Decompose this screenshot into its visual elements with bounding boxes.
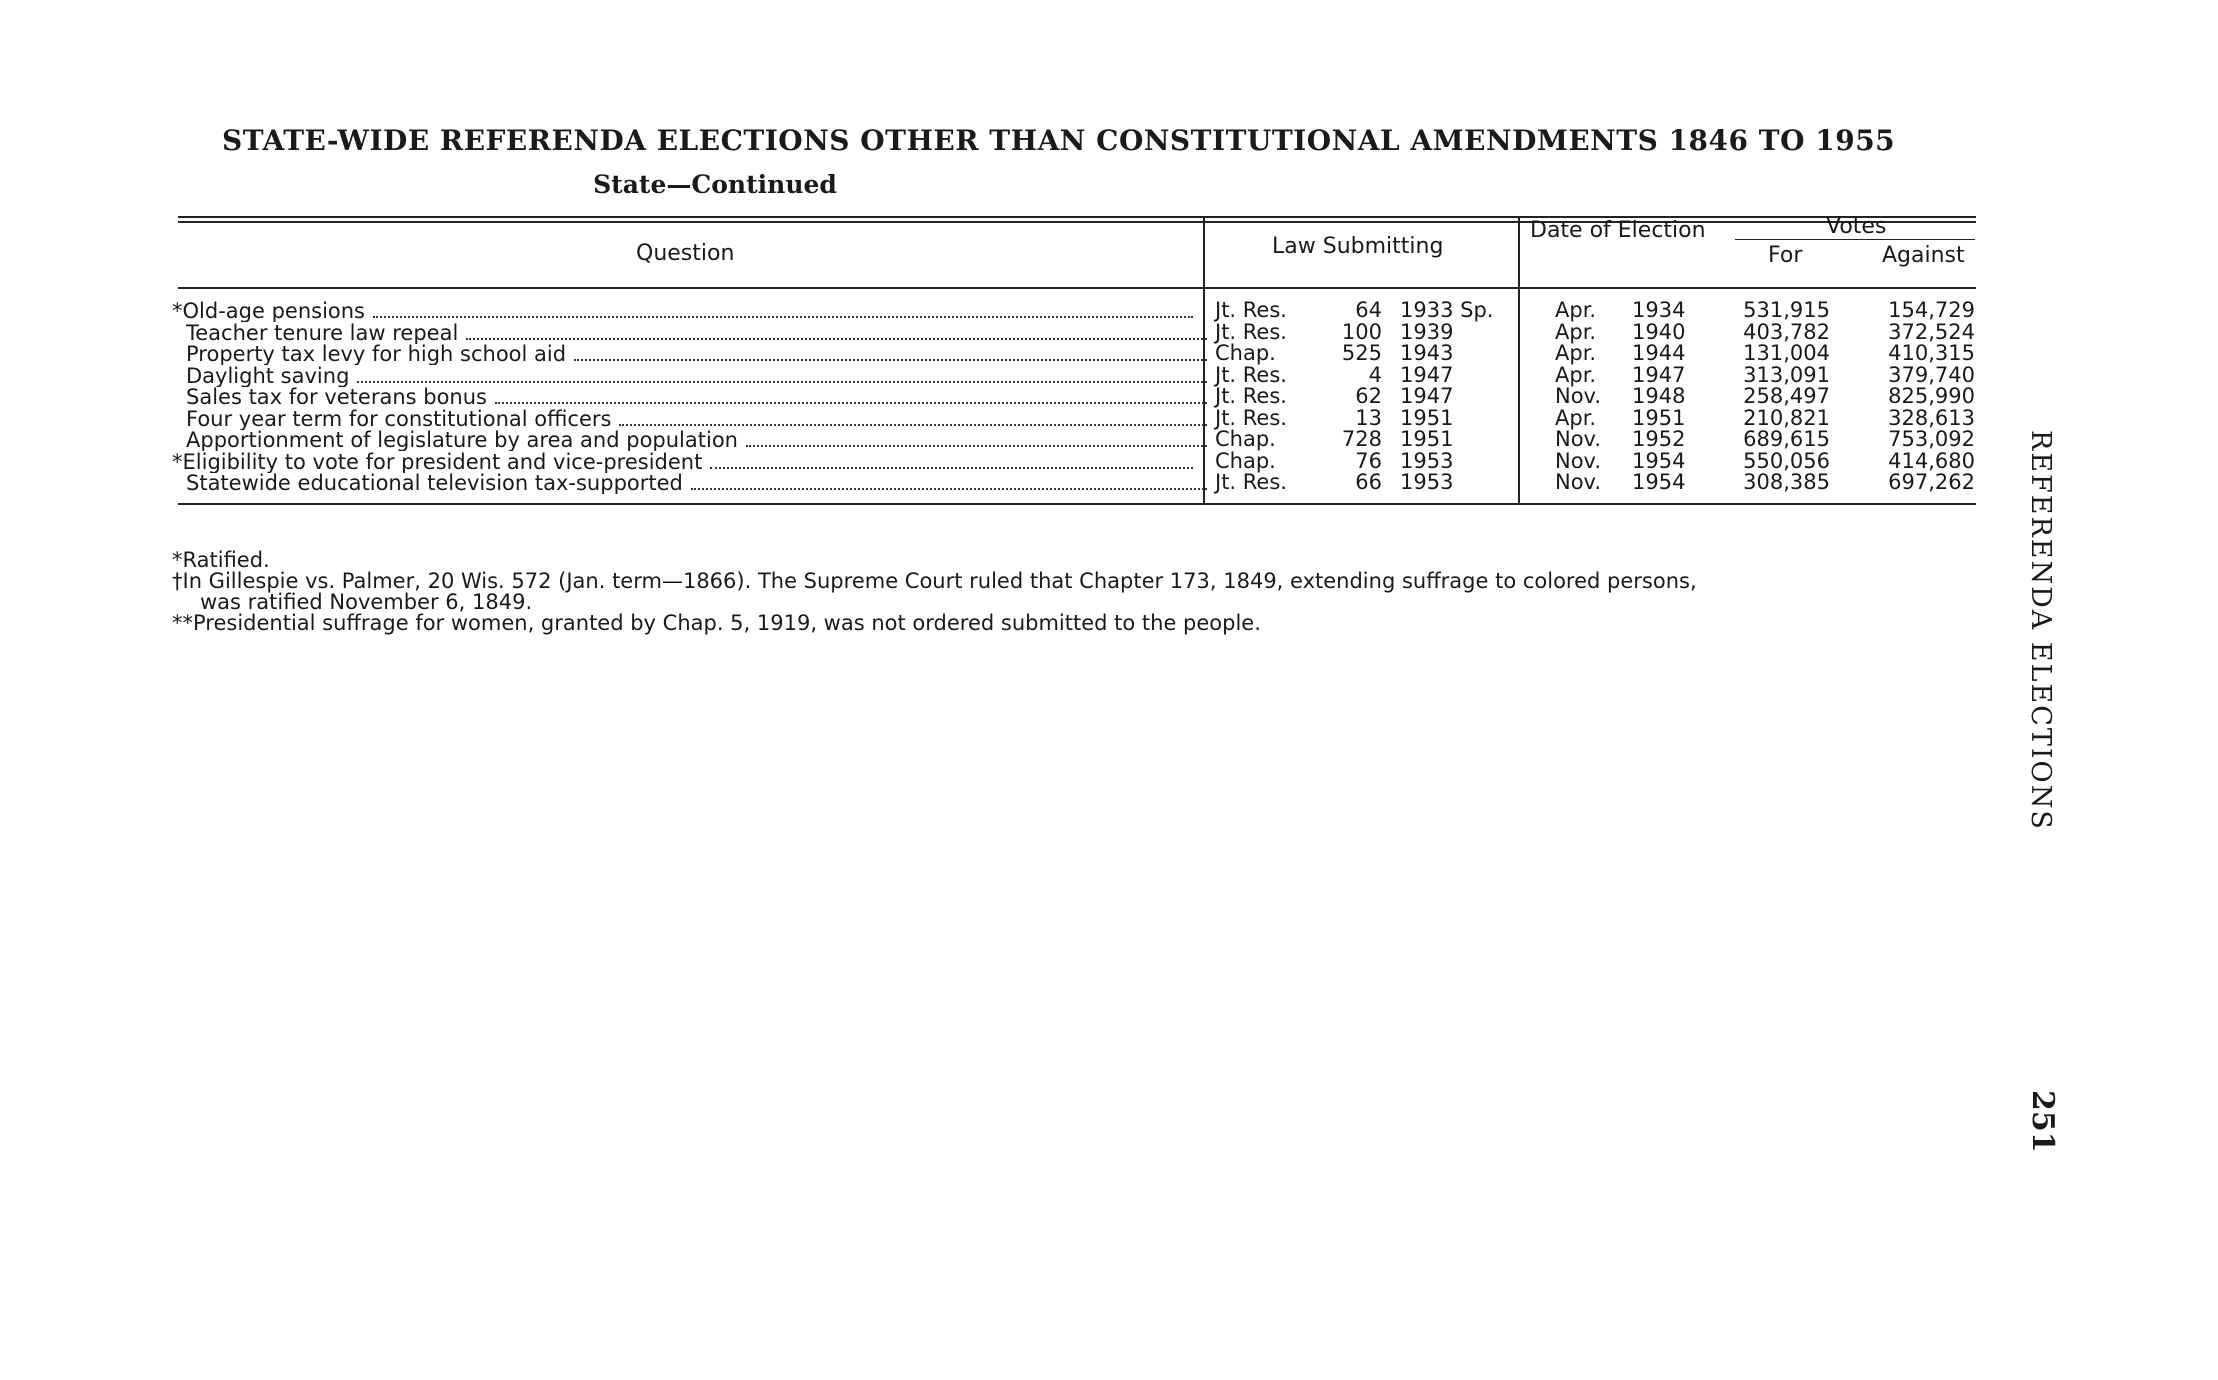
election-year-cell: 1940 bbox=[1632, 319, 1686, 344]
votes-for-cell: 550,056 bbox=[1743, 448, 1830, 473]
law-year-cell: 1939 bbox=[1400, 319, 1454, 344]
table-bottom-rule bbox=[178, 503, 1976, 505]
header-date-of-election: Date of Election bbox=[1530, 218, 1706, 243]
votes-against-cell: 825,990 bbox=[1888, 384, 1975, 408]
votes-against-cell: 753,092 bbox=[1888, 427, 1975, 451]
law-year-cell: 1953 bbox=[1400, 470, 1454, 494]
table-row bbox=[0, 429, 2218, 451]
election-month-cell: Nov. bbox=[1555, 427, 1602, 451]
law-year-cell: 1947 bbox=[1400, 384, 1454, 408]
election-year-cell: 1952 bbox=[1632, 427, 1686, 451]
question-cell: *Eligibility to vote for president and vice-president bbox=[172, 451, 1197, 473]
question-cell: Property tax levy for high school aid bbox=[186, 343, 1211, 365]
law-year-cell: 1943 bbox=[1400, 341, 1454, 365]
election-month-cell: Apr. bbox=[1555, 341, 1597, 365]
votes-against-cell: 414,680 bbox=[1888, 448, 1975, 473]
election-month-cell: Nov. bbox=[1555, 384, 1602, 408]
header-for: For bbox=[1768, 243, 1803, 268]
votes-against-cell: 697,262 bbox=[1888, 470, 1975, 494]
election-month-cell: Apr. bbox=[1555, 298, 1597, 322]
footnote-presidential-suffrage: **Presidential suffrage for women, granted by Chap. 5, 1919, was not ordered submitted to the people. bbox=[172, 611, 1261, 635]
page-number: 251 bbox=[2025, 1090, 2060, 1153]
law-number-cell: 525 bbox=[1341, 341, 1382, 365]
election-month-cell: Apr. bbox=[1555, 319, 1597, 344]
table-body bbox=[0, 300, 2218, 494]
question-cell: *Old-age pensions bbox=[172, 300, 1197, 322]
votes-rule bbox=[1735, 239, 1975, 240]
header-question: Question bbox=[636, 241, 735, 266]
law-type-cell: Jt. Res. bbox=[1215, 319, 1287, 344]
question-cell: Sales tax for veterans bonus bbox=[186, 386, 1211, 408]
law-number-cell: 62 bbox=[1355, 384, 1382, 408]
votes-for-cell: 313,091 bbox=[1743, 362, 1830, 387]
question-cell: Daylight saving bbox=[186, 365, 1211, 387]
law-year-cell: 1947 bbox=[1400, 362, 1454, 387]
election-month-cell: Nov. bbox=[1555, 470, 1602, 494]
footnote-gillespie-continued: was ratified November 6, 1849. bbox=[200, 590, 533, 614]
law-number-cell: 100 bbox=[1341, 319, 1382, 344]
footnote-ratified: *Ratified. bbox=[172, 548, 270, 572]
votes-against-cell: 379,740 bbox=[1888, 362, 1975, 387]
law-number-cell: 728 bbox=[1341, 427, 1382, 451]
page-subtitle: State—Continued bbox=[593, 170, 837, 199]
law-number-cell: 64 bbox=[1355, 298, 1382, 322]
law-type-cell: Chap. bbox=[1215, 341, 1276, 365]
table-row bbox=[0, 405, 2218, 430]
header-bottom-rule bbox=[178, 287, 1976, 289]
election-month-cell: Nov. bbox=[1555, 448, 1602, 473]
law-year-cell: 1951 bbox=[1400, 405, 1454, 430]
page-title: STATE-WIDE REFERENDA ELECTIONS OTHER THAN CONSTITUTIONAL AMENDMENTS 1846 TO 1955 bbox=[222, 124, 1896, 157]
table-top-rule bbox=[178, 216, 1976, 218]
law-type-cell: Jt. Res. bbox=[1215, 298, 1287, 322]
votes-for-cell: 131,004 bbox=[1743, 341, 1830, 365]
table-row bbox=[0, 386, 2218, 408]
law-type-cell: Jt. Res. bbox=[1215, 470, 1287, 494]
side-section-heading: REFERENDA ELECTIONS bbox=[2025, 430, 2056, 831]
law-type-cell: Jt. Res. bbox=[1215, 362, 1287, 387]
election-year-cell: 1954 bbox=[1632, 448, 1686, 473]
question-cell: Teacher tenure law repeal bbox=[186, 322, 1211, 344]
law-type-cell: Jt. Res. bbox=[1215, 405, 1287, 430]
law-year-cell: 1953 bbox=[1400, 448, 1454, 473]
question-cell: Statewide educational television tax-supported bbox=[186, 472, 1211, 494]
question-cell: Four year term for constitutional officers bbox=[186, 408, 1211, 430]
votes-against-cell: 154,729 bbox=[1888, 298, 1975, 322]
votes-against-cell: 372,524 bbox=[1888, 319, 1975, 344]
votes-for-cell: 403,782 bbox=[1743, 319, 1830, 344]
header-against: Against bbox=[1882, 243, 1965, 268]
table-row bbox=[0, 300, 2218, 322]
table-row bbox=[0, 319, 2218, 344]
law-year-cell: 1933 Sp. bbox=[1400, 298, 1494, 322]
election-month-cell: Apr. bbox=[1555, 362, 1597, 387]
law-number-cell: 76 bbox=[1355, 448, 1382, 473]
election-year-cell: 1954 bbox=[1632, 470, 1686, 494]
votes-for-cell: 689,615 bbox=[1743, 427, 1830, 451]
election-year-cell: 1944 bbox=[1632, 341, 1686, 365]
votes-for-cell: 308,385 bbox=[1743, 470, 1830, 494]
header-votes: Votes bbox=[1826, 214, 1887, 239]
votes-for-cell: 258,497 bbox=[1743, 384, 1830, 408]
votes-against-cell: 328,613 bbox=[1888, 405, 1975, 430]
footnotes bbox=[172, 550, 1982, 634]
votes-for-cell: 531,915 bbox=[1743, 298, 1830, 322]
header-law-submitting: Law Submitting bbox=[1272, 234, 1444, 259]
question-cell: Apportionment of legislature by area and population bbox=[186, 429, 1211, 451]
footnote-gillespie: †In Gillespie vs. Palmer, 20 Wis. 572 (Jan. term—1866). The Supreme Court ruled that Chapter 173, 1849, extending suffrage to colored persons, bbox=[172, 569, 1697, 593]
election-year-cell: 1934 bbox=[1632, 298, 1686, 322]
table-row bbox=[0, 472, 2218, 494]
law-number-cell: 66 bbox=[1355, 470, 1382, 494]
law-number-cell: 4 bbox=[1368, 362, 1382, 387]
table-top-rule-2 bbox=[178, 221, 1976, 223]
votes-against-cell: 410,315 bbox=[1888, 341, 1975, 365]
election-year-cell: 1951 bbox=[1632, 405, 1686, 430]
law-number-cell: 13 bbox=[1355, 405, 1382, 430]
law-type-cell: Jt. Res. bbox=[1215, 384, 1287, 408]
election-year-cell: 1947 bbox=[1632, 362, 1686, 387]
votes-for-cell: 210,821 bbox=[1743, 405, 1830, 430]
law-year-cell: 1951 bbox=[1400, 427, 1454, 451]
table-row bbox=[0, 343, 2218, 365]
table-row bbox=[0, 362, 2218, 387]
table-row bbox=[0, 448, 2218, 473]
election-year-cell: 1948 bbox=[1632, 384, 1686, 408]
law-type-cell: Chap. bbox=[1215, 448, 1276, 473]
election-month-cell: Apr. bbox=[1555, 405, 1597, 430]
law-type-cell: Chap. bbox=[1215, 427, 1276, 451]
